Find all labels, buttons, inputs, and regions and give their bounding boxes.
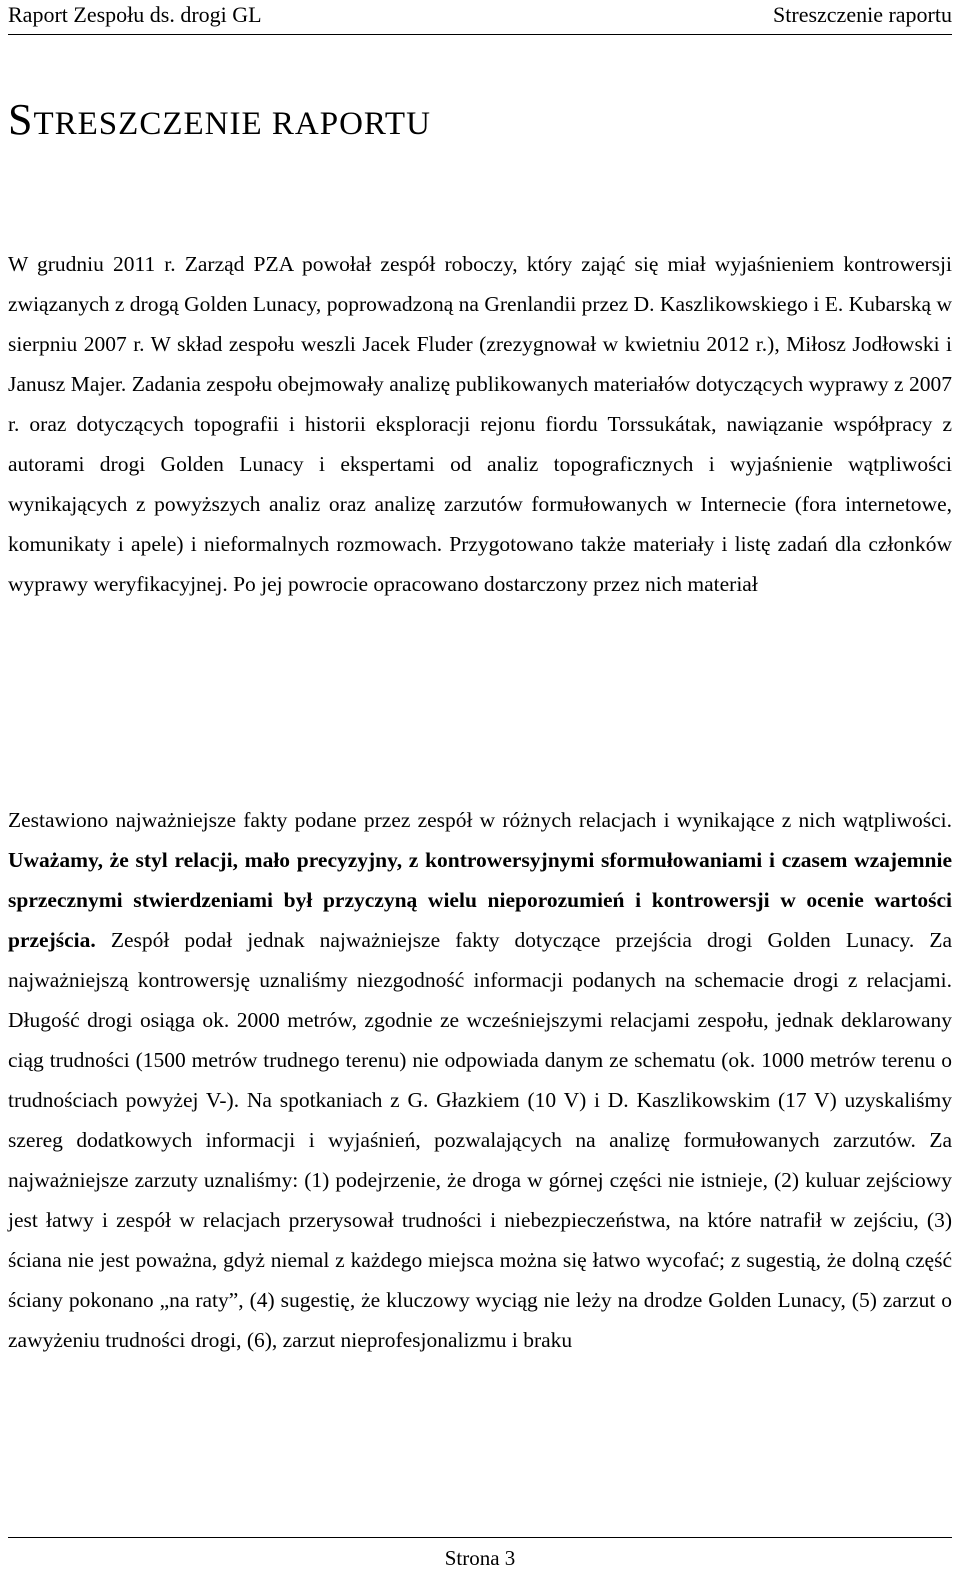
page-footer — [8, 1537, 952, 1578]
header-section-title: Streszczenie raportu — [773, 2, 952, 27]
page-number: Strona 3 — [444, 1546, 516, 1570]
header-document-title: Raport Zespołu ds. drogi GL — [8, 2, 262, 27]
paragraph-intro: W grudniu 2011 r. Zarząd PZA powołał zespół roboczy, który zająć się miał wyjaśnieniem kontrowersji związanych z drogą Golden Lunacy, poprowadzoną na Grenlandii przez D. Kaszlikowskiego i E. Kubarską w sierpniu 2007 r. W skład zespołu weszli Jacek Fluder (zrezygnował w kwietniu 2012 r.), Miłosz Jodłowski i Janusz Majer. Zadania zespołu obejmowały analizę publikowanych materiałów dotyczących wyprawy z 2007 r. oraz dotyczących topografii i historii eksploracji rejonu fiordu Torssukátak, nawiązanie współpracy z autorami drogi Golden Lunacy i ekspertami od analiz topograficznych i wyjaśnienie wątpliwości wynikających z powyższych analiz oraz analizę zarzutów formułowanych w Internecie (fora internetowe, komunikaty i apele) i nieformalnych rozmowach. Przygotowano także materiały i listę zadań dla członków wyprawy weryfikacyjnej. Po jej powrocie opracowano dostarczony przez nich materiał — [8, 252, 952, 596]
paragraph-findings — [8, 800, 952, 1360]
page-header — [8, 0, 952, 35]
page-title-rest: TRESZCZENIE RAPORTU — [33, 106, 431, 142]
page-title — [8, 95, 431, 144]
paragraph-findings-rest: Zespół podał jednak najważniejsze fakty dotyczące przejścia drogi Golden Lunacy. Za najważniejszą kontrowersję uznaliśmy niezgodność informacji podanych na schemacie drogi z relacjami. Długość drogi osiąga ok. 2000 metrów, zgodnie ze wcześniejszymi relacjami zespołu, jednak deklarowany ciąg trudności (1500 metrów trudnego terenu) nie odpowiada danym ze schematu (ok. 1000 metrów terenu o trudnościach powyżej V-). Na spotkaniach z G. Głazkiem (10 V) i D. Kaszlikowskim (17 V) uzyskaliśmy szereg dodatkowych informacji i wyjaśnień, pozwalających na analizę formułowanych zarzutów. Za najważniejsze zarzuty uznaliśmy: (1) podejrzenie, że droga w górnej części nie istnieje, (2) kuluar zejściowy jest łatwy i zespół w relacjach przerysował trudności i niebezpieczeństwa, na które natrafił w zejściu, (3) ściana nie jest poważna, gdyż niemal z każdego miejsca można się łatwo wycofać; z sugestią, że dolną część ściany pokonano „na raty”, (4) sugestię, że kluczowy wyciąg nie leży na drodze Golden Lunacy, (5) zarzut o zawyżeniu trudności drogi, (6), zarzut nieprofesjonalizmu i braku — [8, 928, 953, 1352]
paragraph-findings-bold-statement: Uważamy, że styl relacji, mało precyzyjny, z kontrowersyjnymi sformułowaniami i czasem wzajemnie sprzecznymi stwierdzeniami był przyczyną wielu nieporozumień i kontrowersji w ocenie wartości przejścia. — [8, 848, 952, 952]
page-title-initial: S — [8, 95, 34, 144]
paragraph-findings-intro: Zestawiono najważniejsze fakty podane przez zespół w różnych relacjach i wynikające z nich wątpliwości. — [8, 808, 952, 832]
